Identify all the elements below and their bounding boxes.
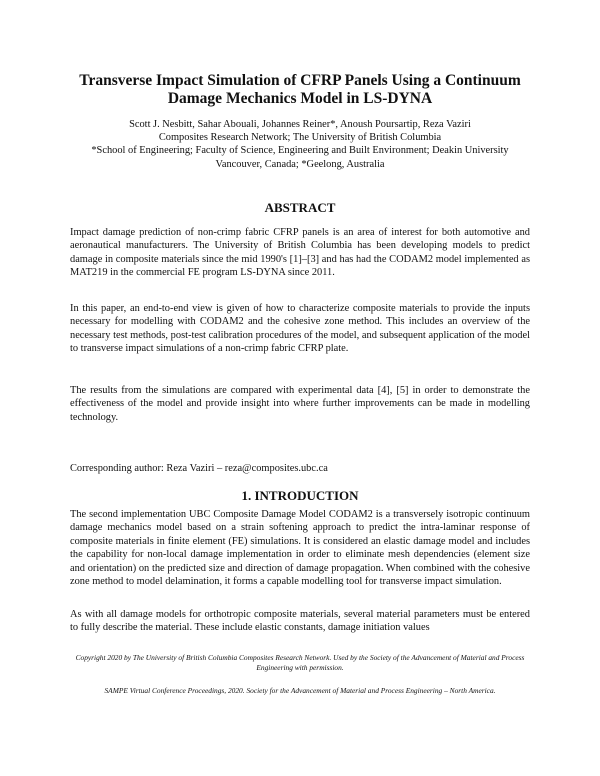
author-names: Scott J. Nesbitt, Sahar Abouali, Johannes Reiner*, Anoush Poursartip, Reza Vaziri <box>129 119 471 130</box>
copyright-footer: Copyright 2020 by The University of British Columbia Composites Research Network. Used by the Society of the Advancement of Material and Process Engineering with permission. <box>75 653 525 672</box>
corresponding-author: Corresponding author: Reza Vaziri – reza@composites.ubc.ca <box>70 463 328 474</box>
introduction-heading: 1. INTRODUCTION <box>241 488 359 503</box>
author-block <box>60 118 540 171</box>
introduction-paragraph: The second implementation UBC Composite Damage Model CODAM2 is a transversely isotropic continuum damage mechanics model based on a strain softening approach to predict the intra-laminar response of composite materials in finite element (FE) simulations. It is considered an elastic damage model and includes the capability for non-local damage implementation in order to eliminate mesh dependencies (element size and orientation) on the predicted size and direction of damage propagation. When combined with the cohesive zone method to model delamination, it forms a capable modelling tool for transverse impact simulation. <box>70 509 530 588</box>
abstract-paragraph: Impact damage prediction of non-crimp fabric CFRP panels is an area of interest for both automotive and aeronautical manufacturers. The University of British Columbia has been developing models to predict damage in composite materials since the mid 1990's [1]–[3] and has had the CODAM2 model implemented as MAT219 in the commercial FE program LS-DYNA since 2011. <box>70 227 530 279</box>
abstract-heading: ABSTRACT <box>264 200 336 215</box>
author-affiliation-secondary: *School of Engineering; Faculty of Science, Engineering and Built Environment; Deakin University <box>91 145 509 157</box>
paper-title: Transverse Impact Simulation of CFRP Panels Using a Continuum Damage Mechanics Model in LS-DYNA <box>79 72 521 107</box>
introduction-paragraph: As with all damage models for orthotropic composite materials, several material parameters must be entered to fully describe the material. These include elastic constants, damage initiation values <box>70 609 530 634</box>
author-affiliation-primary: Composites Research Network; The University of British Columbia <box>158 132 442 144</box>
abstract-paragraph: The results from the simulations are compared with experimental data [4], [5] in order to demonstrate the effectiveness of the model and provide insight into where further improvements can be made in modelling technology. <box>70 385 530 423</box>
abstract-paragraph: In this paper, an end-to-end view is given of how to characterize composite materials to provide the inputs necessary for modelling with CODAM2 and the cohesive zone method. This includes an overview of the necessary test methods, post-test calibration procedures of the model, and subsequent application of the model to transverse impact simulations of a non-crimp fabric CFRP plate. <box>70 303 530 355</box>
author-locations: Vancouver, Canada; *Geelong, Australia <box>215 158 385 170</box>
proceedings-footer: SAMPE Virtual Conference Proceedings, 2020. Society for the Advancement of Material and Process Engineering – North America. <box>104 686 496 695</box>
